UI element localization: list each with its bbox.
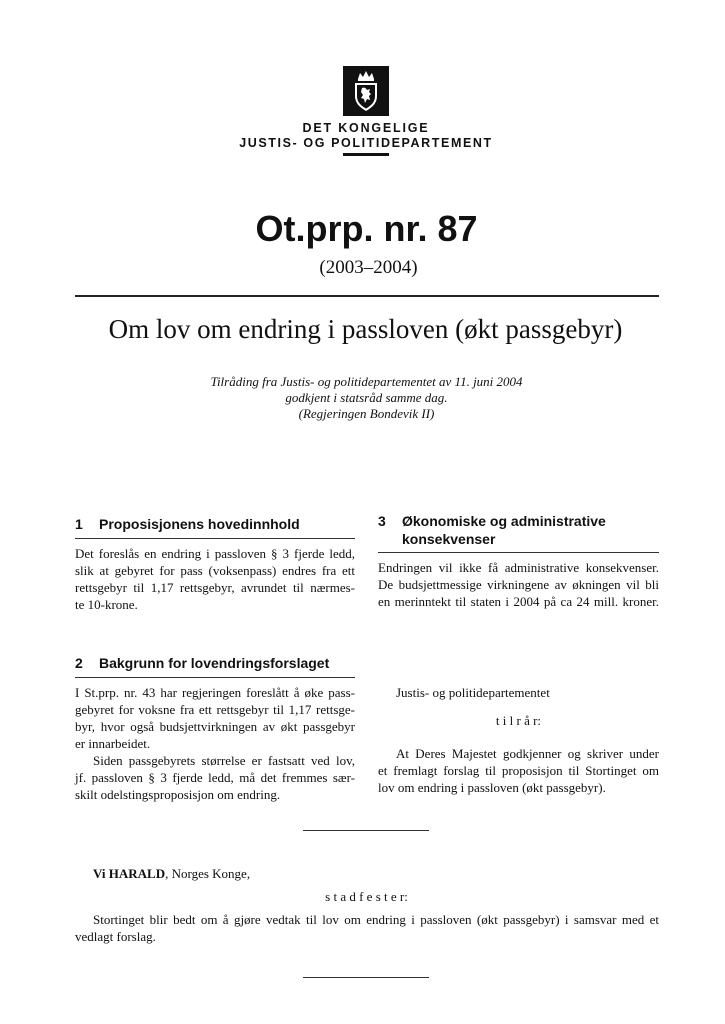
- text-line: en merinntekt til staten i 2004 på ca 24 mill. kroner.: [378, 594, 659, 609]
- meta-line-1: Tilråding fra Justis- og politidepartementet av 11. juni 2004: [210, 374, 523, 389]
- crest-logo: [343, 66, 389, 116]
- section-title: Bakgrunn for lovendringsforslaget: [99, 655, 330, 671]
- decree-body: [75, 911, 659, 945]
- section-title-line-2: konsekvenser: [402, 531, 496, 547]
- department-underline: [343, 153, 389, 156]
- separator-rule-bottom: [303, 977, 429, 978]
- document-session: (2003–2004): [319, 257, 418, 278]
- section-number: 1: [75, 516, 83, 532]
- section-title: Proposisjonens hovedinnhold: [99, 516, 300, 532]
- title-divider: [75, 295, 659, 297]
- document-number: Ot.prp. nr. 87: [255, 208, 478, 249]
- section-1-body: [75, 545, 355, 613]
- section-1-rule: [75, 538, 355, 539]
- text-line: rettsgebyr til 1,17 rettsgebyr, avrundet til nærmes-: [75, 580, 355, 595]
- text-line: vedlagt forslag.: [75, 929, 156, 944]
- king-title: , Norges Konge,: [165, 866, 251, 881]
- recommendation-verb: t i l r å r:: [495, 713, 542, 728]
- text-line: jf. passloven § 3 fjerde ledd, må det fremmes sær-: [75, 770, 355, 785]
- text-line: Siden passgebyrets størrelse er fastsatt ved lov,: [93, 753, 355, 768]
- section-1-heading: [75, 515, 355, 533]
- document-title: Om lov om endring i passloven (økt passgebyr): [108, 314, 623, 344]
- meta-line-2: godkjent i statsråd samme dag.: [285, 390, 448, 405]
- section-number: 2: [75, 655, 83, 671]
- text-line: Endringen vil ikke få administrative konsekvenser.: [378, 560, 659, 575]
- text-line: byr, hvor også budsjettvirkningen av økt passgebyr: [75, 719, 355, 734]
- text-line: gebyret for voksne fra ett rettsgebyr til 1,17 rettsge-: [75, 702, 355, 717]
- section-title-line-1: Økonomiske og administrative: [402, 513, 606, 529]
- text-line: skilt odelstingsproposisjon om endring.: [75, 787, 281, 802]
- recommendation-department: Justis- og politidepartementet: [396, 685, 550, 700]
- department-line-2: JUSTIS- OG POLITIDEPARTEMENT: [239, 136, 493, 150]
- text-line: De budsjettmessige virkningene av økningen vil bli: [378, 577, 659, 592]
- norwegian-coat-of-arms-icon: [343, 66, 389, 116]
- king-name: Vi HARALD: [93, 866, 166, 881]
- separator-rule: [303, 830, 429, 831]
- decree-king-line: [93, 865, 493, 882]
- section-2-rule: [75, 677, 355, 678]
- section-number: 3: [378, 513, 386, 529]
- section-3-rule: [378, 552, 659, 553]
- department-line-1: DET KONGELIGE: [302, 121, 430, 135]
- text-line: Det foreslås en endring i passloven § 3 fjerde ledd,: [75, 546, 355, 561]
- text-line: slik at gebyret for pass (voksenpass) endres fra ett: [75, 563, 355, 578]
- text-line: Stortinget blir bedt om å gjøre vedtak til lov om endring i passloven (økt passgebyr) i samsvar med et: [93, 912, 659, 927]
- text-line: te 10-krone.: [75, 597, 138, 612]
- text-line: lov om endring i passloven (økt passgebyr).: [378, 780, 606, 795]
- section-3-heading: [378, 512, 659, 548]
- text-line: et fremlagt forslag til proposisjon til Stortinget om: [378, 763, 659, 778]
- section-2-heading: [75, 654, 355, 672]
- text-line: I St.prp. nr. 43 har regjeringen foreslått å øke pass-: [75, 685, 355, 700]
- meta-line-3: (Regjeringen Bondevik II): [298, 406, 435, 421]
- decree-verb: s t a d f e s t e r:: [325, 889, 408, 904]
- text-line: er innarbeidet.: [75, 736, 151, 751]
- text-line: At Deres Majestet godkjenner og skriver under: [396, 746, 659, 761]
- section-2-body: [75, 684, 355, 803]
- section-3-body: [378, 559, 659, 610]
- recommendation-body: [378, 745, 659, 796]
